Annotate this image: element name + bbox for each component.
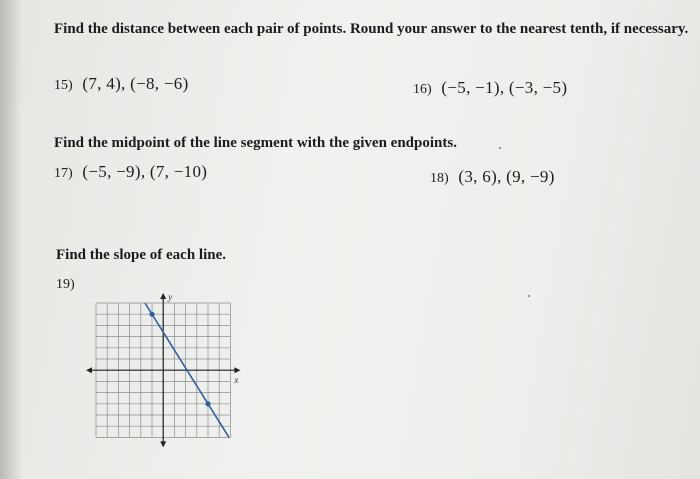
problem-number: 16) [413,82,432,97]
coordinate-graph [84,289,260,465]
problem-16 [413,78,567,98]
distance-heading: Find the distance between each pair of points. Round your answer to the nearest tenth, if necessary. [54,21,689,37]
slope-heading: Find the slope of each line. [56,247,227,263]
problem-17 [54,162,207,182]
problem-15 [54,74,189,94]
problem-number: 15) [54,78,73,93]
problem-number: 19) [56,277,75,292]
y-axis-arrow-down [160,441,166,447]
line-point [149,312,154,317]
stray-mark [499,147,501,149]
problem-number: 17) [54,166,73,181]
stray-mark [528,295,530,297]
problem-18 [430,167,555,187]
midpoint-heading: Find the midpoint of the line segment with the given endpoints. [54,135,457,151]
problem-points: (3, 6), (9, −9) [458,167,555,186]
x-axis-arrow-right [234,367,240,373]
problem-points: (−5, −9), (7, −10) [82,162,208,181]
problem-points: (7, 4), (−8, −6) [82,74,189,93]
graph-axes [86,293,240,447]
y-axis-arrow-up [160,293,166,299]
x-axis-label: x [234,375,239,386]
x-axis-arrow-left [86,367,92,373]
y-axis-label: y [168,292,173,302]
problem-points: (−5, −1), (−3, −5) [441,78,568,97]
page-shadow [0,0,22,479]
problem-number: 18) [430,171,449,186]
line-point [205,401,210,406]
problem-19 [56,276,81,293]
